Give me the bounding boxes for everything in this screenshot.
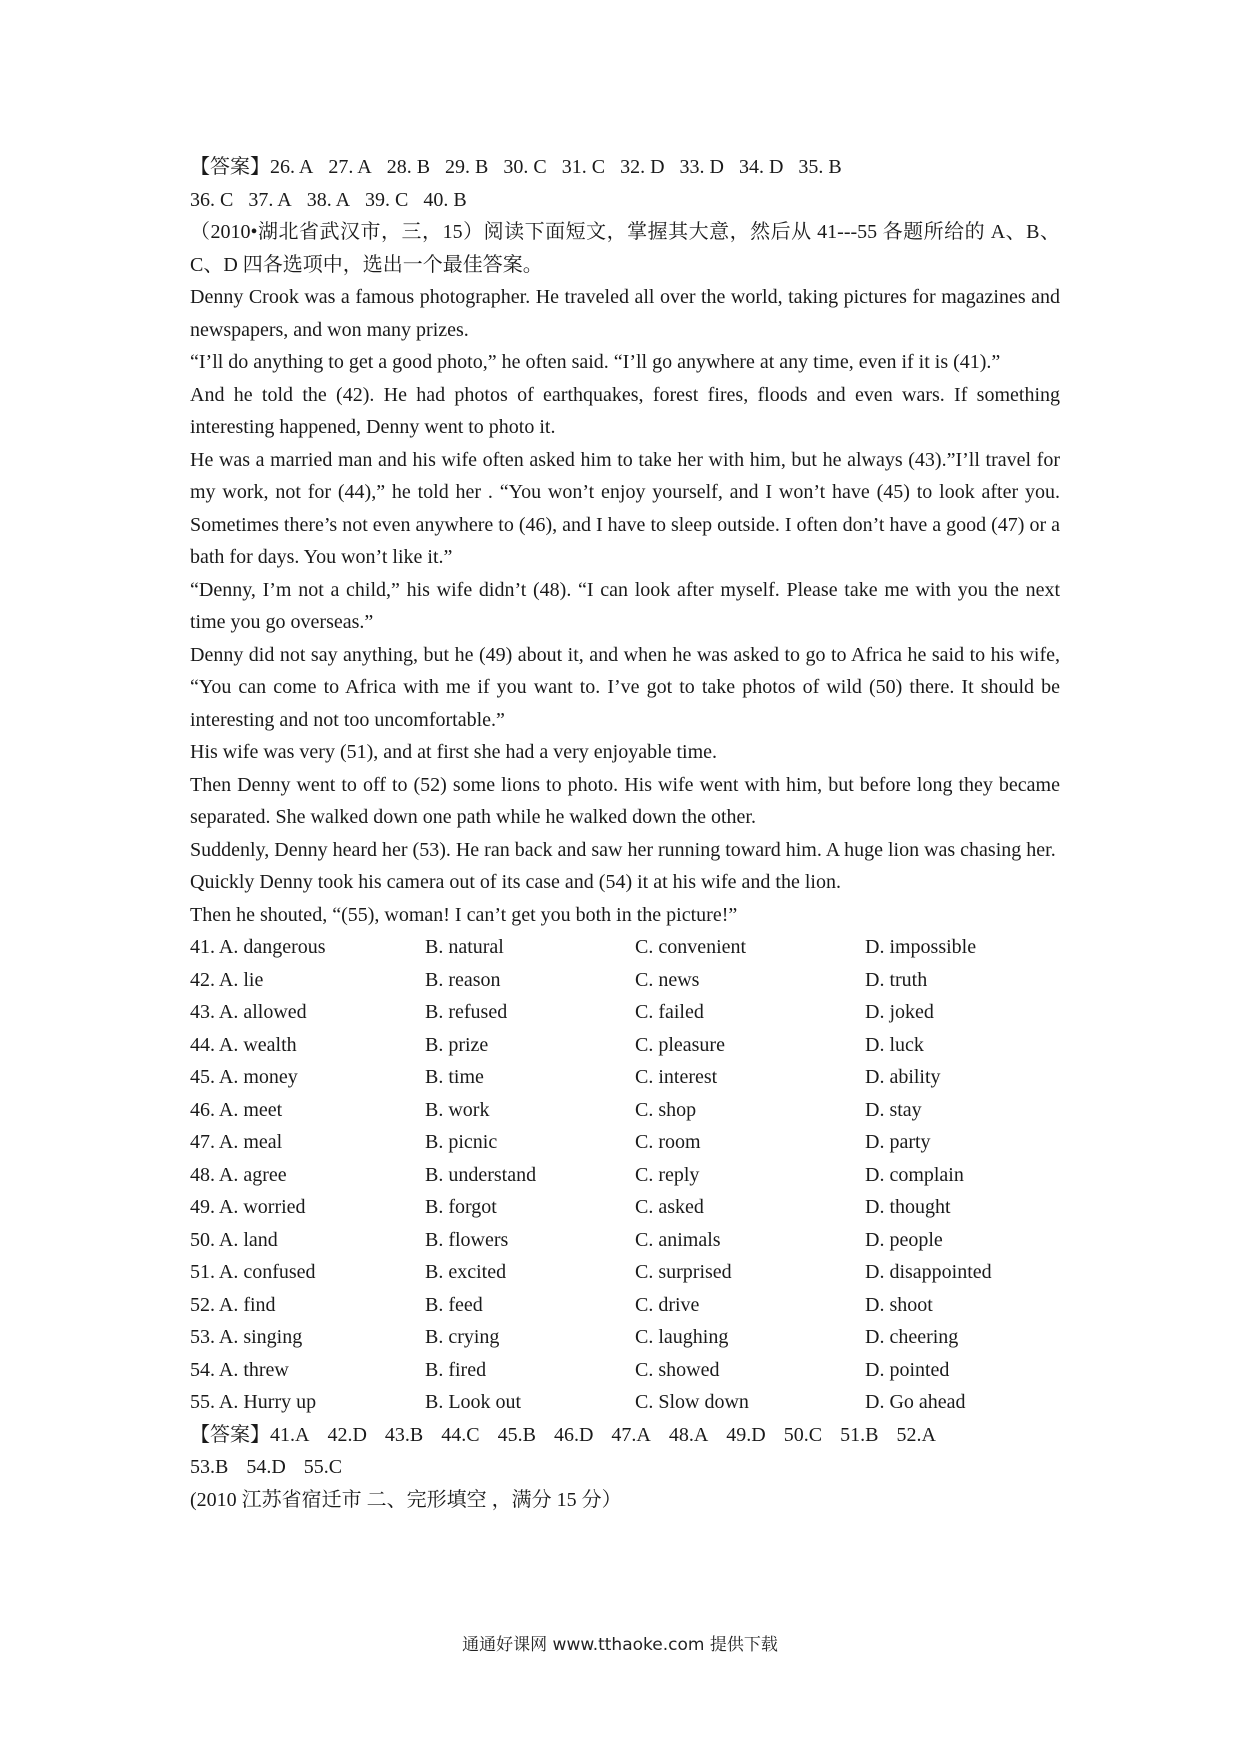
- passage-paragraph: Denny Crook was a famous photographer. He traveled all over the world, taking pictures for magazines and newspapers, and won many prizes.: [190, 286, 1060, 341]
- option-row: [190, 1386, 1060, 1419]
- answer-item: 26. A: [270, 156, 314, 178]
- option-b: B. reason: [425, 968, 501, 991]
- answer-item: 55.C: [303, 1456, 343, 1478]
- option-row: [190, 1061, 1060, 1094]
- option-a: 51. A. confused: [190, 1261, 316, 1283]
- passage-paragraph: He was a married man and his wife often asked him to take her with him, but he always (43).”I’ll travel for my work, not for (44),” he told her . “You won’t enjoy yourself, and I won’t have (45) to look after you. Sometimes there’s not even anywhere to (46), and I have to sleep outside. I often don’t have a good (47) or a bath for days. You won’t like it.”: [190, 448, 1060, 568]
- answer-item: 39. C: [365, 188, 409, 211]
- option-c: C. reply: [635, 1163, 700, 1186]
- answer-key-2: [190, 1419, 1060, 1484]
- option-c: C. showed: [635, 1358, 720, 1381]
- passage-paragraph: And he told the (42). He had photos of earthquakes, forest fires, floods and even wars. If something interesting happened, Denny went to photo it.: [190, 383, 1060, 438]
- option-row: [190, 1094, 1060, 1127]
- page-content: [190, 151, 1060, 1516]
- option-d: D. cheering: [865, 1326, 959, 1348]
- answer-item: 28. B: [386, 156, 431, 178]
- option-row: [190, 1289, 1060, 1322]
- option-d: D. shoot: [865, 1293, 933, 1316]
- answer-item: 36. C: [190, 188, 234, 211]
- option-row: [190, 1321, 1060, 1354]
- passage-paragraph: Then Denny went to off to (52) some lions to photo. His wife went with him, but before long they became separated. She walked down one path while he walked down the other.: [190, 773, 1060, 828]
- passage-paragraph: “I’ll do anything to get a good photo,” he often said. “I’ll go anywhere at any time, even if it is (41).”: [190, 351, 1001, 373]
- option-b: B. prize: [425, 1033, 489, 1056]
- option-a: 43. A. allowed: [190, 1001, 307, 1023]
- next-section-heading: (2010 江苏省宿迁市 二、完形填空 ，满分 15 分）: [190, 1488, 622, 1511]
- option-d: D. thought: [865, 1196, 951, 1218]
- option-c: C. news: [635, 968, 700, 991]
- option-d: D. ability: [865, 1066, 941, 1088]
- answer-item: 30. C: [503, 156, 547, 178]
- answer-line-1: [270, 1424, 954, 1446]
- passage-paragraph: “Denny, I’m not a child,” his wife didn’t (48). “I can look after myself. Please take me with you the next time you go overseas.”: [190, 578, 1060, 633]
- option-c: C. animals: [635, 1228, 721, 1251]
- answer-item: 38. A: [306, 188, 351, 211]
- answer-item: 43.B: [384, 1423, 424, 1446]
- option-d: D. joked: [865, 1001, 934, 1023]
- answer-item: 32. D: [620, 156, 665, 178]
- option-a: 48. A. agree: [190, 1163, 287, 1186]
- option-row: [190, 1256, 1060, 1289]
- answer-item: 31. C: [561, 156, 606, 178]
- option-row: [190, 1159, 1060, 1192]
- option-b: B. crying: [425, 1326, 500, 1348]
- answer-item: 54.D: [246, 1456, 286, 1478]
- option-d: D. Go ahead: [865, 1391, 966, 1413]
- option-d: D. stay: [865, 1098, 922, 1121]
- option-b: B. forgot: [425, 1196, 497, 1218]
- option-c: C. asked: [635, 1196, 704, 1218]
- answer-item: 44.C: [441, 1423, 480, 1446]
- option-a: 42. A. lie: [190, 968, 264, 991]
- option-a: 45. A. money: [190, 1066, 298, 1088]
- option-row: [190, 964, 1060, 997]
- question-intro: （2010•湖北省武汉市，三，15）阅读下面短文，掌握其大意，然后从 41---55 各题所给的 A、B、C、D 四各选项中，选出一个最佳答案。: [190, 221, 1060, 276]
- option-row: [190, 1354, 1060, 1387]
- option-b: B. excited: [425, 1261, 507, 1283]
- passage: [190, 281, 1060, 931]
- answer-item: 34. D: [738, 156, 784, 178]
- option-b: B. understand: [425, 1163, 537, 1186]
- option-d: D. pointed: [865, 1358, 950, 1381]
- option-row: [190, 931, 1060, 964]
- option-c: C. drive: [635, 1293, 700, 1316]
- option-c: C. interest: [635, 1066, 718, 1088]
- answer-item: 35. B: [798, 156, 842, 178]
- passage-paragraph: Then he shouted, “(55), woman! I can’t get you both in the picture!”: [190, 903, 738, 926]
- option-c: C. room: [635, 1131, 701, 1153]
- option-row: [190, 1224, 1060, 1257]
- page-footer: 通通好课网 www.tthaoke.com 提供下载: [462, 1635, 778, 1655]
- answer-item: 49.D: [726, 1423, 766, 1446]
- option-row: [190, 1191, 1060, 1224]
- answer-item: 51.B: [840, 1423, 879, 1446]
- option-row: [190, 1126, 1060, 1159]
- answer-item: 52.A: [896, 1423, 936, 1446]
- option-a: 50. A. land: [190, 1228, 278, 1251]
- option-a: 54. A. threw: [190, 1358, 289, 1381]
- answer-line-1: [270, 156, 857, 178]
- option-b: B. time: [425, 1066, 484, 1088]
- option-a: 47. A. meal: [190, 1131, 283, 1153]
- answer-item: 50.C: [783, 1423, 823, 1446]
- answer-item: 53.B: [190, 1456, 229, 1478]
- option-d: D. luck: [865, 1033, 924, 1056]
- answer-prefix: 【答案】: [190, 1423, 270, 1446]
- answer-item: 46.D: [553, 1423, 594, 1446]
- passage-paragraph: Quickly Denny took his camera out of its case and (54) it at his wife and the lion.: [190, 871, 841, 893]
- option-b: B. natural: [425, 936, 504, 958]
- option-a: 49. A. worried: [190, 1196, 306, 1218]
- option-b: B. picnic: [425, 1131, 498, 1153]
- option-c: C. convenient: [635, 936, 747, 958]
- passage-paragraph: Suddenly, Denny heard her (53). He ran back and saw her running toward him. A huge lion was chasing her.: [190, 838, 1056, 861]
- option-b: B. Look out: [425, 1391, 522, 1413]
- option-b: B. work: [425, 1098, 490, 1121]
- option-b: B. refused: [425, 1001, 508, 1023]
- options-list: [190, 931, 1060, 1419]
- answer-item: 37. A: [248, 188, 292, 211]
- option-b: B. feed: [425, 1293, 483, 1316]
- option-d: D. truth: [865, 968, 928, 991]
- answer-item: 47.A: [611, 1423, 651, 1446]
- option-b: B. fired: [425, 1358, 487, 1381]
- option-c: C. surprised: [635, 1261, 732, 1283]
- answer-item: 41.A: [270, 1423, 310, 1446]
- option-d: D. party: [865, 1131, 931, 1153]
- option-c: C. pleasure: [635, 1033, 725, 1056]
- option-row: [190, 1029, 1060, 1062]
- option-d: D. people: [865, 1228, 943, 1251]
- answer-item: 29. B: [445, 156, 489, 178]
- passage-paragraph: His wife was very (51), and at first she had a very enjoyable time.: [190, 741, 718, 763]
- answer-item: 42.D: [327, 1423, 367, 1446]
- answer-item: 27. A: [328, 156, 372, 178]
- answer-line-2: [190, 189, 482, 211]
- option-a: 53. A. singing: [190, 1326, 303, 1348]
- option-c: C. laughing: [635, 1326, 729, 1348]
- option-a: 52. A. find: [190, 1293, 276, 1316]
- option-b: B. flowers: [425, 1228, 509, 1251]
- option-row: [190, 996, 1060, 1029]
- answer-item: 45.B: [497, 1423, 536, 1446]
- option-c: C. shop: [635, 1098, 697, 1121]
- answer-item: 33. D: [679, 156, 724, 178]
- option-a: 55. A. Hurry up: [190, 1391, 317, 1413]
- answer-item: 48.A: [668, 1423, 709, 1446]
- answer-prefix: 【答案】: [190, 156, 270, 178]
- passage-paragraph: Denny did not say anything, but he (49) about it, and when he was asked to go to Africa he said to his wife, “You can come to Africa with me if you want to. I’ve got to take photos of wild (50) there. It should be interesting and not too uncomfortable.”: [190, 643, 1060, 731]
- option-c: C. failed: [635, 1001, 704, 1023]
- option-a: 41. A. dangerous: [190, 936, 326, 958]
- option-d: D. complain: [865, 1163, 964, 1186]
- option-a: 44. A. wealth: [190, 1033, 297, 1056]
- option-a: 46. A. meet: [190, 1098, 283, 1121]
- option-d: D. impossible: [865, 936, 977, 958]
- answer-key-1: [190, 151, 1060, 216]
- answer-line-2: [190, 1456, 360, 1478]
- answer-item: 40. B: [423, 188, 467, 211]
- option-c: C. Slow down: [635, 1391, 749, 1413]
- option-d: D. disappointed: [865, 1261, 992, 1283]
